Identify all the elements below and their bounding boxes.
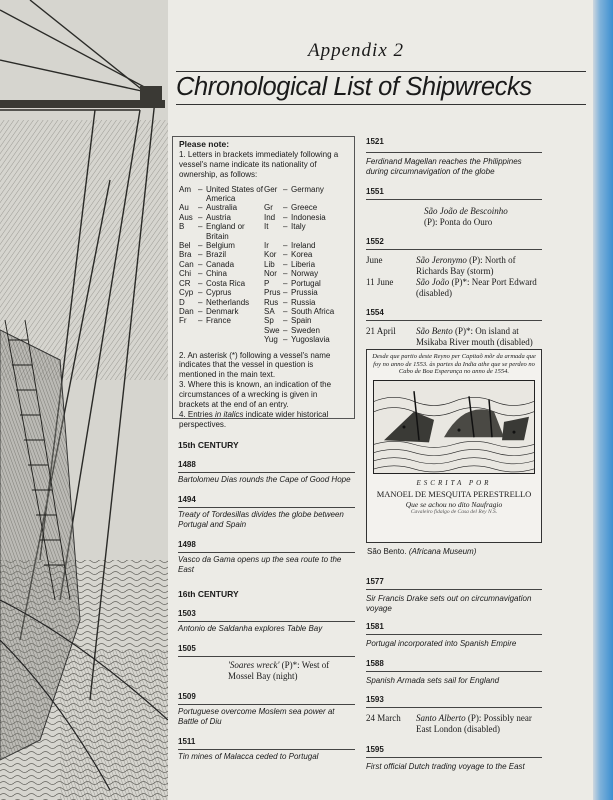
abbreviation-dash: – <box>283 297 288 307</box>
abbreviation-code: Bra <box>179 250 192 260</box>
event-1554-text <box>416 326 542 348</box>
year-rule <box>178 749 355 750</box>
abbreviation-dash: – <box>198 241 203 251</box>
right-chronology-column-lower <box>366 577 542 772</box>
abbreviation-dash: – <box>283 288 288 298</box>
abbreviation-dash: – <box>198 184 203 194</box>
year-rule <box>178 472 355 473</box>
abbreviation-code: Can <box>179 259 194 269</box>
woodcut-handwritten-line-2: Cavaleiro fidalgo de Casa del Rey N.S. <box>410 508 498 515</box>
event-1554-date: 21 April <box>366 326 396 336</box>
abbreviation-code: Ir <box>264 241 269 251</box>
left-chronology-column <box>178 440 355 762</box>
woodcut-author: MANOEL DE MESQUITA PERESTRELLO <box>376 488 532 499</box>
year-rule <box>366 757 542 758</box>
abbreviation-code: Sp <box>264 316 274 326</box>
abbreviation-dash: – <box>283 212 288 222</box>
shipwreck-woodcut-illustration <box>374 381 534 473</box>
abbreviation-row <box>179 269 334 278</box>
event-1552-11june-text <box>416 277 542 299</box>
year-1494: 1494 <box>178 495 196 504</box>
abbreviation-country: Portugal <box>291 278 321 288</box>
abbreviation-code: Ger <box>264 184 278 194</box>
event-1551-ship: São João de Bescoinho <box>424 206 508 216</box>
year-1503: 1503 <box>178 609 196 618</box>
abbreviation-country: Costa Rica <box>206 278 246 288</box>
abbreviation-code: Kor <box>264 250 277 260</box>
year-1577: 1577 <box>366 577 384 586</box>
note-item-3: 3. Where this is known, an indication of the circumstances of a wrecking is given in brackets at the end of an entry. <box>179 380 332 410</box>
year-rule <box>366 707 542 708</box>
abbreviation-code: Gr <box>264 203 273 213</box>
abbreviation-row <box>179 203 334 212</box>
title-rule <box>176 104 586 105</box>
abbreviation-row <box>179 279 334 288</box>
woodcut-handwritten-line: Que se achou no dito Naufragio <box>405 499 503 509</box>
abbreviation-row <box>179 213 334 222</box>
abbreviation-dash: – <box>198 316 203 326</box>
event-1552-11june-date: 11 June <box>366 277 394 287</box>
abbreviation-code: Chi <box>179 269 192 279</box>
note-item-1: 1. Letters in brackets immediately following a vessel's name indicate its nationality of ownership, as follows: <box>179 149 339 179</box>
event-1577: Sir Francis Drake sets out on circumnavigation voyage <box>366 594 532 613</box>
year-1498: 1498 <box>178 540 196 549</box>
abbreviation-code: Lib <box>264 259 275 269</box>
abbreviation-code: Swe <box>264 325 280 335</box>
abbreviation-dash: – <box>198 269 203 279</box>
abbreviation-code: Yug <box>264 335 278 345</box>
event-1521: Ferdinand Magellan reaches the Philippines during circumnavigation of the globe <box>366 157 522 176</box>
abbreviation-code: Au <box>179 203 189 213</box>
abbreviation-row <box>179 222 334 241</box>
woodcut-written-by: ESCRITA POR <box>416 478 492 487</box>
event-1552-june <box>366 255 542 277</box>
abbreviation-country: Norway <box>291 269 319 279</box>
year-rule <box>366 249 542 250</box>
abbreviation-dash: – <box>283 269 288 279</box>
abbreviation-country: Greece <box>291 203 318 213</box>
year-rule <box>366 199 542 200</box>
abbreviation-country: Russia <box>291 297 316 307</box>
year-1595: 1595 <box>366 745 384 754</box>
year-1509: 1509 <box>178 692 196 701</box>
note-item-4-suffix: indicate wider historical perspectives. <box>179 409 329 429</box>
abbreviation-row <box>179 288 334 297</box>
event-1593-detail: (P): Possibly near East London (disabled) <box>416 713 532 734</box>
abbreviation-dash: – <box>198 297 203 307</box>
abbreviation-code: D <box>179 297 185 307</box>
abbreviation-country: Australia <box>206 203 238 213</box>
abbreviation-country: Netherlands <box>206 297 250 307</box>
year-1593: 1593 <box>366 695 384 704</box>
abbreviation-country: Yugoslavia <box>291 335 330 345</box>
year-rule <box>178 621 355 622</box>
abbreviation-dash: – <box>198 203 203 213</box>
abbreviation-dash: – <box>198 212 203 222</box>
note-item-4-prefix: 4. Entries <box>179 409 216 419</box>
abbreviation-row <box>179 185 334 204</box>
abbreviation-country: Liberia <box>291 259 316 269</box>
year-1554: 1554 <box>366 308 384 317</box>
event-1488: Bartolomeu Dias rounds the Cape of Good Hope <box>178 475 351 484</box>
event-1551-detail: (P): Ponta do Ouro <box>424 217 493 227</box>
abbreviation-row <box>179 250 334 259</box>
event-1552-june-date: June <box>366 255 383 265</box>
abbreviation-country: Canada <box>206 259 235 269</box>
event-1551 <box>424 206 542 228</box>
abbreviation-code: Dan <box>179 306 194 316</box>
sao-bento-woodcut <box>366 349 542 543</box>
note-box <box>172 136 355 429</box>
abbreviation-country: Austria <box>206 212 231 222</box>
abbreviation-dash <box>198 326 206 335</box>
year-rule <box>366 589 542 590</box>
abbreviation-dash: – <box>283 259 288 269</box>
event-1494: Treaty of Tordesillas divides the globe between Portugal and Spain <box>178 510 344 529</box>
year-1551: 1551 <box>366 187 384 196</box>
abbreviation-country: United States of America <box>206 184 263 204</box>
event-1511: Tin mines of Malacca ceded to Portugal <box>178 752 319 761</box>
event-1593 <box>366 713 542 735</box>
abbreviation-code: Am <box>179 184 191 194</box>
year-rule <box>366 671 542 672</box>
abbreviation-code: Cyp <box>179 288 194 298</box>
abbreviation-country: Prussia <box>291 288 318 298</box>
event-1505 <box>228 660 355 682</box>
abbreviation-code: CR <box>179 278 191 288</box>
shipwreck-woodcut-image <box>373 380 535 474</box>
century-heading-15: 15th CENTURY <box>178 440 239 450</box>
event-1503: Antonio de Saldanha explores Table Bay <box>178 624 323 633</box>
abbreviation-dash: – <box>283 184 288 194</box>
event-1593-date: 24 March <box>366 713 401 723</box>
abbreviation-dash: – <box>198 278 203 288</box>
note-item-4 <box>179 410 348 430</box>
ship-engraving <box>0 0 168 800</box>
note-heading: Please note: <box>179 139 230 149</box>
abbreviation-country: Italy <box>291 222 306 232</box>
event-1581: Portugal incorporated into Spanish Empire <box>366 639 517 648</box>
abbreviation-code <box>179 326 198 335</box>
event-1593-text <box>416 713 542 735</box>
abbreviation-dash: – <box>283 203 288 213</box>
abbreviation-country: Spain <box>291 316 312 326</box>
abbreviation-row <box>179 241 334 250</box>
event-1552-11june <box>366 277 542 299</box>
appendix-label: Appendix 2 <box>308 40 405 61</box>
abbreviation-country: China <box>206 269 227 279</box>
abbreviation-country: Germany <box>291 184 324 194</box>
year-1511: 1511 <box>178 737 196 746</box>
abbreviation-dash: – <box>198 222 203 232</box>
abbreviation-row <box>179 298 334 307</box>
event-1552-june-detail: (P): North of Richards Bay (storm) <box>416 255 516 276</box>
abbreviation-dash: – <box>283 241 288 251</box>
page-edge <box>593 0 613 800</box>
abbreviation-dash: – <box>198 250 203 260</box>
woodcut-caption: Desde que partio deste Reyno per Capitaõ mõr da armada que foy no anno de 1553. às partes da India athe que se perdeo no Cabo de Boa Esperança no anno de 1554. <box>372 353 536 375</box>
year-rule <box>178 704 355 705</box>
year-1505: 1505 <box>178 644 196 653</box>
year-1552: 1552 <box>366 237 384 246</box>
abbreviation-code: P <box>264 278 270 288</box>
event-1595: First official Dutch trading voyage to the East <box>366 762 525 771</box>
abbreviation-code: Fr <box>179 316 187 326</box>
right-chronology-column-upper <box>366 137 542 348</box>
abbreviation-code: Nor <box>264 269 277 279</box>
abbreviation-country: England or Britain <box>206 222 245 241</box>
abbreviation-country: Cyprus <box>206 288 232 298</box>
abbreviation-country: Sweden <box>291 325 320 335</box>
year-1581: 1581 <box>366 622 384 631</box>
abbreviation-row <box>179 260 334 269</box>
abbreviation-country <box>206 326 264 335</box>
event-1554 <box>366 326 542 348</box>
abbreviation-dash: – <box>198 306 203 316</box>
abbreviation-code: Bel <box>179 241 191 251</box>
abbreviation-code: SA <box>264 306 275 316</box>
event-1554-detail: (P)*: On island at Msikaba River mouth (disabled) <box>416 326 533 347</box>
abbreviation-country: Denmark <box>206 306 239 316</box>
year-1521: 1521 <box>366 137 384 146</box>
abbreviation-code <box>179 335 198 344</box>
event-1509: Portuguese overcome Moslem sea power at Battle of Diu <box>178 707 335 726</box>
note-item-2: 2. An asterisk (*) following a vessel's name indicates that the vessel in question is mentioned in the main text. <box>179 350 331 380</box>
event-1588: Spanish Armada sets sail for England <box>366 676 500 685</box>
abbreviation-dash: – <box>283 250 288 260</box>
year-rule <box>178 552 355 553</box>
event-1498: Vasco da Gama opens up the sea route to the East <box>178 555 342 574</box>
abbreviation-code: Aus <box>179 212 193 222</box>
woodcut-figure-caption <box>367 547 476 556</box>
abbreviation-dash: – <box>283 325 288 335</box>
abbreviation-country: Ireland <box>291 241 316 251</box>
abbreviation-row <box>179 335 334 344</box>
abbreviation-code: Ind <box>264 212 276 222</box>
event-1505-detail: (P)*: West of Mossel Bay (night) <box>228 660 330 681</box>
nationality-abbreviation-table <box>179 185 334 345</box>
abbreviation-row <box>179 316 334 325</box>
event-1552-11june-detail: (P)*: Near Port Edward (disabled) <box>416 277 537 298</box>
event-1552-11june-ship: São João <box>416 277 450 287</box>
appendix-page <box>168 0 593 800</box>
abbreviation-country <box>206 335 264 344</box>
abbreviation-dash: – <box>198 259 203 269</box>
figure-caption-source: (Africana Museum) <box>408 547 477 556</box>
abbreviation-country: South Africa <box>291 306 335 316</box>
abbreviation-dash: – <box>283 222 288 232</box>
abbreviation-country: Korea <box>291 250 313 260</box>
event-1554-ship: São Bento <box>416 326 453 336</box>
century-heading-16: 16th CENTURY <box>178 589 239 599</box>
header-rule <box>176 71 586 72</box>
abbreviation-dash <box>198 335 206 344</box>
year-rule <box>366 634 542 635</box>
year-rule <box>366 320 542 321</box>
abbreviation-dash: – <box>283 335 288 345</box>
abbreviation-dash: – <box>283 278 288 288</box>
abbreviation-country: France <box>206 316 231 326</box>
abbreviation-code: Rus <box>264 297 279 307</box>
abbreviation-code: B <box>179 222 185 232</box>
abbreviation-row <box>179 307 334 316</box>
year-rule <box>178 656 355 657</box>
year-1588: 1588 <box>366 659 384 668</box>
event-1593-ship: Santo Alberto <box>416 713 466 723</box>
event-1552-june-ship: São Jeronymo <box>416 255 467 265</box>
abbreviation-row <box>179 326 334 335</box>
year-1488: 1488 <box>178 460 196 469</box>
ship-engraving-illustration <box>0 0 168 800</box>
abbreviation-dash: – <box>283 306 288 316</box>
note-item-4-italic: in italics <box>215 409 244 419</box>
abbreviation-country: Brazil <box>206 250 227 260</box>
abbreviation-code: Prus <box>264 288 281 298</box>
figure-caption-text: São Bento. <box>367 547 409 556</box>
abbreviation-code: It <box>264 222 269 232</box>
page-title: Chronological List of Shipwrecks <box>176 73 532 101</box>
abbreviation-country: Indonesia <box>291 212 326 222</box>
abbreviation-dash: – <box>198 288 203 298</box>
event-1505-ship: 'Soares wreck' <box>228 660 280 670</box>
year-rule <box>366 152 542 153</box>
abbreviation-country: Belgium <box>206 241 235 251</box>
year-rule <box>178 507 355 508</box>
abbreviation-dash: – <box>283 316 288 326</box>
event-1552-june-text <box>416 255 542 277</box>
